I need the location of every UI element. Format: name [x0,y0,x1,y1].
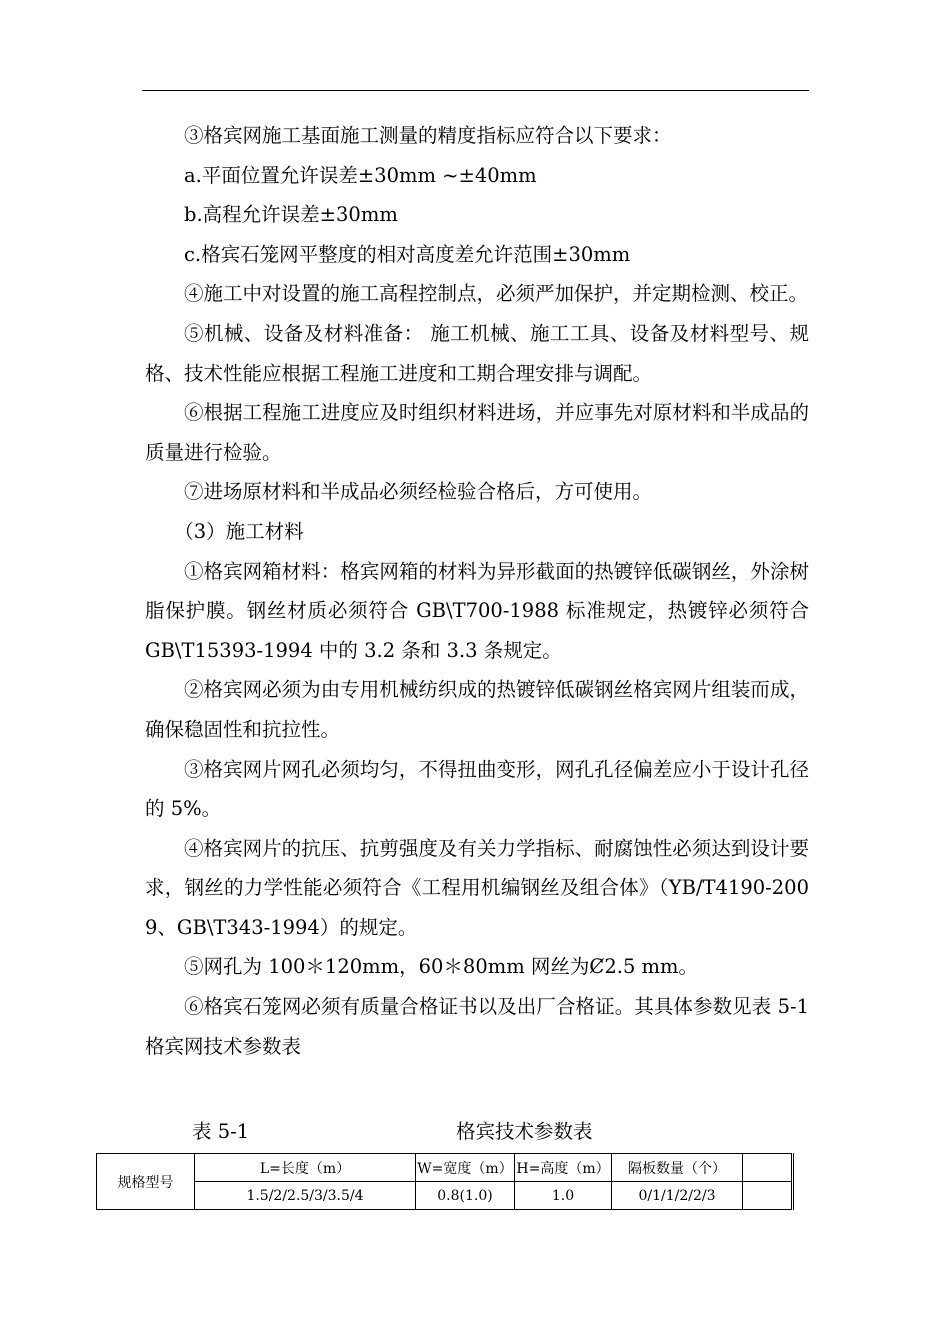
paragraph: ①格宾网箱材料：格宾网箱的材料为异形截面的热镀锌低碳钢丝，外涂树脂保护膜。钢丝材质必须符合 GB\T700-1988 标准规定，热镀锌必须符合 GB\T15393-1994 中的 3.2 条和 3.3 条规定。 [145,559,809,662]
value-cell: 0.8(1.0) [416,1182,515,1210]
paragraph: ③格宾网片网孔必须均匀，不得扭曲变形，网孔孔径偏差应小于设计孔径的 5%。 [145,757,809,821]
header-cell: L=长度（m） [195,1154,416,1182]
document-body [145,116,809,1066]
paragraph: ⑥根据工程施工进度应及时组织材料进场，并应事先对原材料和半成品的质量进行检验。 [145,401,809,464]
paragraph: c.格宾石笼网平整度的相对高度差允许范围±30mm [184,242,631,266]
table-title: 格宾技术参数表 [456,1120,593,1143]
value-cell [743,1182,793,1210]
value-cell: 0/1/1/2/2/3 [612,1182,743,1210]
header-rule [142,90,809,91]
header-cell: W=宽度（m） [416,1154,515,1182]
header-cell: H=高度（m） [515,1154,612,1182]
value-cell: 1.5/2/2.5/3/3.5/4 [195,1182,416,1210]
paragraph: ⑤机械、设备及材料准备： 施工机械、施工工具、设备及材料型号、规格、技术性能应根据工程施工进度和工期合理安排与调配。 [145,321,809,385]
paragraph: ⑦进场原材料和半成品必须经检验合格后，方可使用。 [184,480,653,504]
paragraph: ④施工中对设置的施工高程控制点，必须严加保护，并定期检测、校正。 [184,282,809,306]
paragraph: a.平面位置允许误差±30mm ~±40mm [184,163,537,187]
header-cell [743,1154,793,1182]
header-cell: 隔板数量（个） [612,1154,743,1182]
paragraph: b.高程允许误差±30mm [184,203,398,227]
paragraph: ⑥格宾石笼网必须有质量合格证书以及出厂合格证。其具体参数见表 5-1 格宾网技术参数表 [145,995,809,1058]
row-header-cell: 规格型号 [97,1154,195,1210]
table-row [97,1182,793,1210]
table-row [97,1154,793,1182]
spec-table [96,1153,794,1210]
value-cell: 1.0 [515,1182,612,1210]
paragraph: ④格宾网片的抗压、抗剪强度及有关力学指标、耐腐蚀性必须达到设计要求，钢丝的力学性能必须符合《工程用机编钢丝及组合体》（YB/T4190-2009、GB\T343-1994）的规定。 [145,836,809,939]
paragraph: ③格宾网施工基面施工测量的精度指标应符合以下要求： [184,124,672,147]
paragraph: ②格宾网必须为由专用机械纺织成的热镀锌低碳钢丝格宾网片组装而成，确保稳固性和抗拉性。 [145,678,809,741]
section-heading: （3）施工材料 [174,519,304,543]
table-number: 表 5-1 [192,1120,250,1143]
paragraph: ⑤网孔为 100＊120mm，60＊80mm 网丝为Ȼ2.5 mm。 [184,955,699,979]
